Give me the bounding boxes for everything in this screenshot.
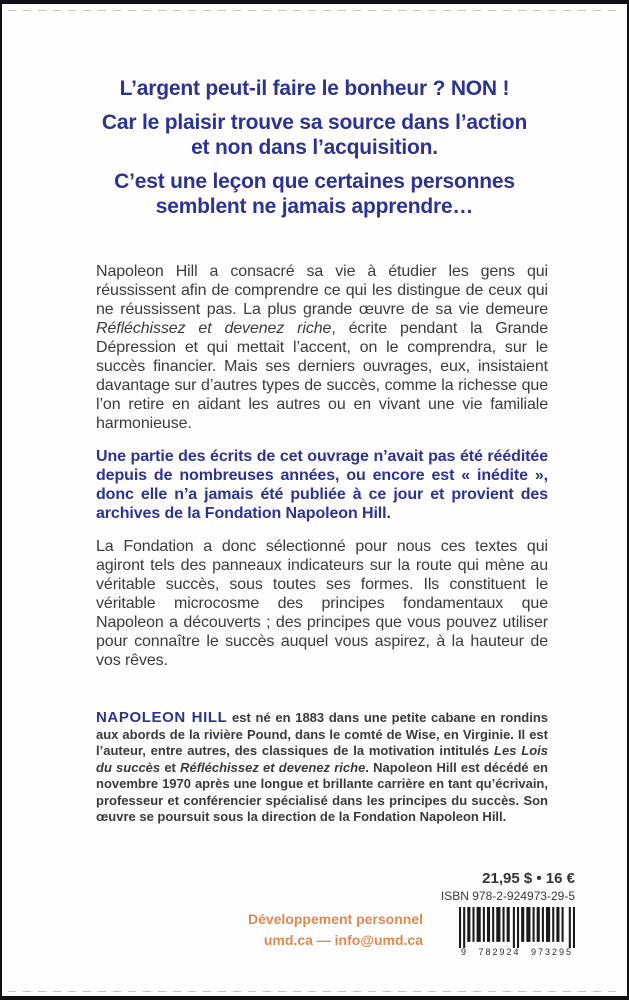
- text-run: et: [160, 759, 181, 775]
- text-run: est né en 1883 dans une petite cabane en rondins aux abords de la rivière Pound, dans le comté de Wise, en Virginie. Il est l’auteur, entre autres, des classiques de la motivation intitulés: [96, 710, 548, 758]
- text-run: Une partie des écrits de cet ouvrage n’avait pas été rééditée depuis de nombreuses années, ou encore est « inédite », donc elle n’a jamais été publiée à ce jour et provient des archives de la Fondation Napoleon Hill.: [96, 448, 548, 522]
- text-run-italic: Réfléchissez et devenez riche: [180, 759, 366, 775]
- publisher-contact: umd.ca — info@umd.ca: [263, 932, 423, 948]
- text-run: La Fondation a donc sélectionné pour nous ces textes qui agiront tels des panneaux indicateurs sur la route qui mène au véritable succès, sous toutes ses formes. Ils constituent le véritable microcosme des principes fondamentaux que Napoleon a découverts ; des principes que vous pouvez utiliser pour connaître le succès auquel vous aspirez, à la hauteur de vos rêves.: [96, 538, 548, 669]
- text-run: Napoleon Hill a consacré sa vie à étudier les gens qui réussissent afin de comprendre ce qui les distingue de ceux qui ne réussissent pas. La plus grande œuvre de sa vie demeure: [96, 263, 548, 318]
- body-copy: [96, 262, 548, 684]
- highlight-paragraph: [96, 447, 548, 523]
- barcode-digit-group: 973295: [530, 947, 573, 957]
- barcode-digit-group: 782924: [478, 947, 521, 957]
- headline-block: [20, 76, 609, 228]
- ean-barcode: [459, 907, 575, 957]
- text-run: , écrite pendant la Grande Dépression et qui mettait l’accent, on le comprendra, sur le succès financier. Mais ses derniers ouvrages, eux, insistaient davantage sur d’autres types de succès, comme la richesse que l’on retire en aidant les autres ou en vivant une vie familiale harmonieuse.: [96, 320, 548, 432]
- author-bio: [96, 710, 548, 826]
- top-fold-dashed-line: [8, 10, 621, 11]
- intro-paragraph: [96, 262, 548, 433]
- barcode-bars: [459, 907, 575, 948]
- price-isbn-block: [441, 870, 575, 960]
- barcode-digits: [459, 948, 575, 957]
- text-run-italic: Les Lois du succès: [96, 743, 548, 775]
- headline-sentence-2: Car le plaisir trouve sa source dans l’action et non dans l’acquisition.: [101, 111, 528, 159]
- foundation-paragraph: [96, 537, 548, 670]
- barcode-digit-group: 9: [461, 947, 469, 957]
- text-run: . Napoleon Hill est décédé en novembre 1970 après une longue et brillante carrière en tant qu’écrivain, professeur et conférencier spécialisé dans les principes du succès. Son œuvre se poursuit sous la direction de la Fondation Napoleon Hill.: [96, 759, 548, 824]
- headline-sentence-1: L’argent peut-il faire le bonheur ? NON !: [119, 77, 510, 100]
- isbn-label: ISBN 978-2-924973-29-5: [440, 889, 575, 903]
- bottom-fold-dashed-line: [8, 991, 621, 992]
- bottom-trim-bar: [2, 996, 627, 1000]
- price-label: 21,95 $ • 16 €: [482, 870, 575, 887]
- text-run-author-name: NAPOLEON HILL: [96, 709, 228, 726]
- category-label: Développement personnel: [247, 911, 423, 927]
- text-run-italic: Réfléchissez et devenez riche: [96, 320, 332, 337]
- top-trim-bar: [2, 0, 627, 4]
- publisher-block: [248, 909, 423, 951]
- headline-sentence-3: C’est une leçon que certaines personnes semblent ne jamais apprendre…: [114, 170, 515, 218]
